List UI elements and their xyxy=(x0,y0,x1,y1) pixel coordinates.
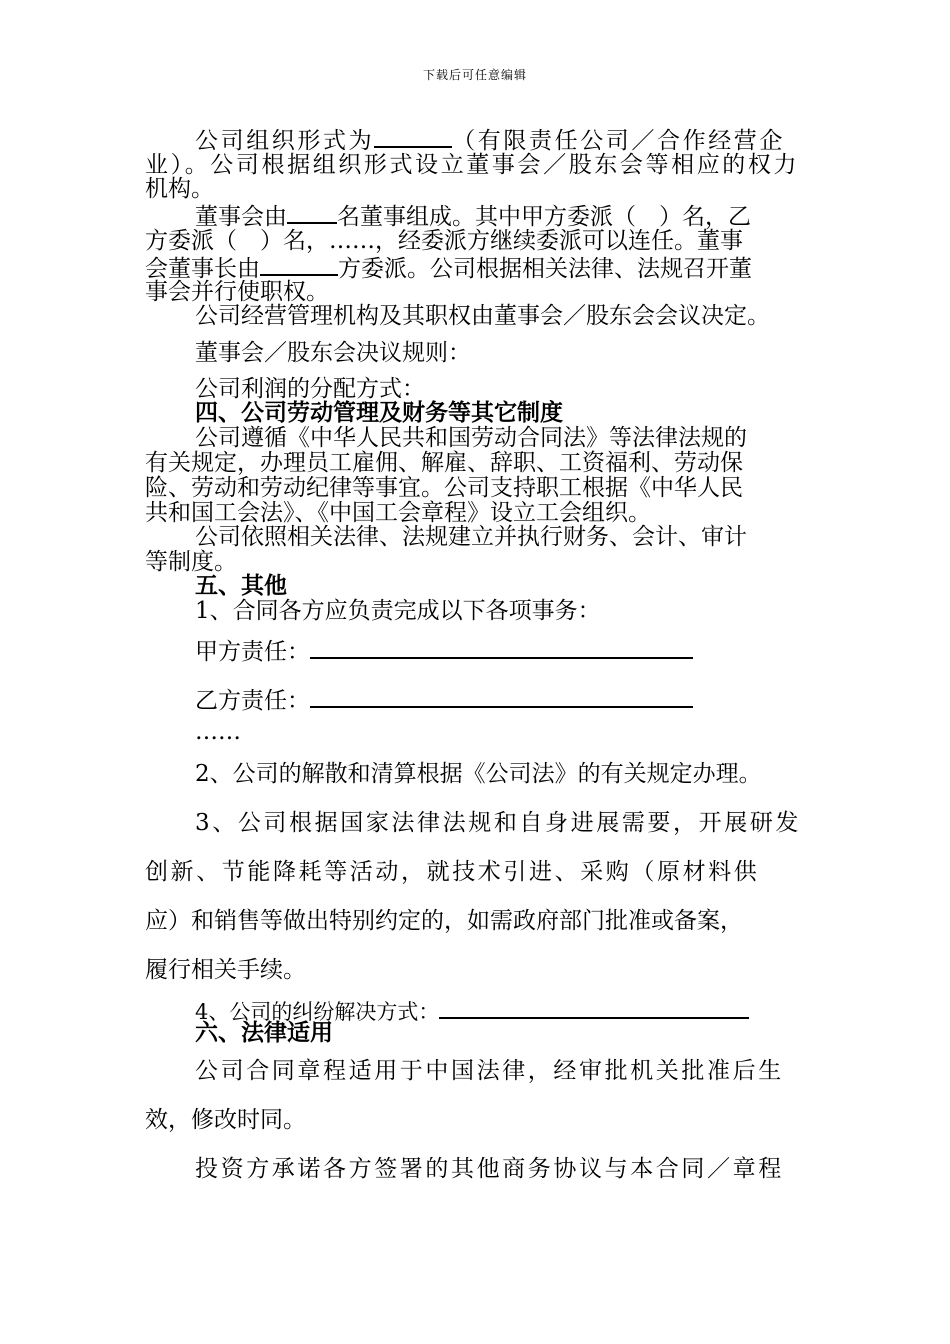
text-line: 投资方承诺各方签署的其他商务协议与本合同／章程 xyxy=(195,1156,784,1182)
text-line: 效，修改时同。 xyxy=(145,1107,306,1133)
section-heading-4: 四、公司劳动管理及财务等其它制度 xyxy=(195,399,563,426)
text-line: 董事会由 名董事组成。其中甲方委派（ ）名，乙 xyxy=(195,204,751,230)
page-header: 下载后可任意编辑 xyxy=(422,68,527,82)
blank-underline xyxy=(260,254,338,276)
text-line: 3、公司根据国家法律法规和自身进展需要，开展研发 xyxy=(195,810,802,836)
text-line: …… xyxy=(195,719,241,745)
text-line: 1、合同各方应负责完成以下各项事务： xyxy=(195,598,601,624)
text-line: 董事会／股东会决议规则： xyxy=(195,340,471,366)
text-line: 等制度。 xyxy=(145,549,237,575)
text-line: 2、公司的解散和清算根据《公司法》的有关规定办理。 xyxy=(195,761,762,787)
text-line: 业）。公司根据组织形式设立董事会／股东会等相应的权力 xyxy=(145,152,800,178)
text-line: 公司组织形式为 （有限责任公司／合作经营企 xyxy=(195,128,786,154)
text-line: 机构。 xyxy=(145,176,214,202)
text-line: 公司依照相关法律、法规建立并执行财务、会计、审计 xyxy=(195,524,747,550)
text-line: 乙方责任： xyxy=(195,686,693,714)
text-line: 应）和销售等做出特别约定的，如需政府部门批准或备案， xyxy=(145,908,743,934)
text-line: 履行相关手续。 xyxy=(145,957,306,983)
text-line: 甲方责任： xyxy=(195,637,693,665)
text-line: 公司经营管理机构及其职权由董事会／股东会会议决定。 xyxy=(195,303,770,329)
text-line: 会董事长由 方委派。公司根据相关法律、法规召开董 xyxy=(145,256,752,282)
dispute-blank xyxy=(439,997,749,1019)
text-line: 事会并行使职权。 xyxy=(145,279,329,305)
text-line: 公司合同章程适用于中国法律，经审批机关批准后生 xyxy=(195,1058,784,1084)
text-line: 有关规定，办理员工雇佣、解雇、辞职、工资福利、劳动保 xyxy=(145,450,743,476)
blank-underline xyxy=(287,202,337,224)
text-line: 共和国工会法》、《中国工会章程》设立工会组织。 xyxy=(145,500,651,526)
text-line: 公司遵循《中华人民共和国劳动合同法》等法律法规的 xyxy=(195,425,747,451)
text-line: 方委派（ ）名，……，经委派方继续委派可以连任。董事 xyxy=(145,228,743,254)
blank-underline xyxy=(374,126,452,148)
party-b-blank xyxy=(310,686,693,708)
section-heading-6: 六、法律适用 xyxy=(195,1019,333,1046)
text-line: 险、劳动和劳动纪律等事宜。公司支持职工根据《中华人民 xyxy=(145,475,743,501)
party-a-blank xyxy=(310,637,693,659)
text-line: 创新、节能降耗等活动，就技术引进、采购（原材料供 xyxy=(145,859,760,885)
section-heading-5: 五、其他 xyxy=(195,572,287,599)
text-line: 4、公司的纠纷解决方式： xyxy=(195,997,749,1025)
text-line: 公司利润的分配方式： xyxy=(195,376,425,402)
